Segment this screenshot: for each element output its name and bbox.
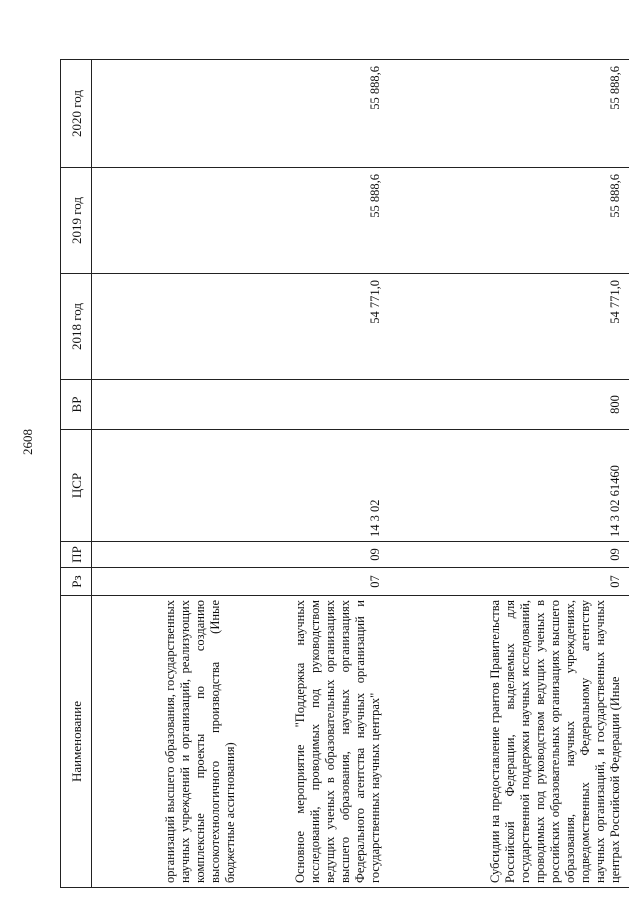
row-pr: [92, 542, 244, 568]
row-2018: 54 771,0: [389, 274, 629, 380]
row-vr: 800: [389, 380, 629, 430]
page-number-text: 2608: [20, 429, 35, 455]
row-name: Основное мероприятие "Поддержка научных исследований, проводимых под руководством ведущих ученых в образовательных организациях высшего образования, научных организациях Федерального агентства научных организаций и государственных научных центрах": [244, 596, 389, 888]
row-csr: 14 3 02 61460: [389, 430, 629, 542]
header-rz: Рз: [61, 568, 92, 596]
header-name: Наименование: [61, 596, 92, 888]
budget-table-container: [60, 60, 628, 888]
row-2018: [92, 274, 244, 380]
table-row: [92, 60, 244, 888]
row-2018: 54 771,0: [244, 274, 389, 380]
row-rz: 07: [389, 568, 629, 596]
table-row: [389, 60, 629, 888]
header-2020: 2020 год: [61, 60, 92, 168]
header-vr: ВР: [61, 380, 92, 430]
table-header-row: [61, 60, 92, 888]
row-rz: [92, 568, 244, 596]
row-vr: [92, 380, 244, 430]
row-vr: [244, 380, 389, 430]
row-2020: [92, 60, 244, 168]
header-2019: 2019 год: [61, 168, 92, 274]
row-pr: 09: [389, 542, 629, 568]
row-2020: 55 888,6: [389, 60, 629, 168]
row-csr: [92, 430, 244, 542]
header-csr: ЦСР: [61, 430, 92, 542]
budget-table: [60, 59, 629, 888]
row-2019: [92, 168, 244, 274]
row-rz: 07: [244, 568, 389, 596]
row-2019: 55 888,6: [244, 168, 389, 274]
row-2019: 55 888,6: [389, 168, 629, 274]
header-2018: 2018 год: [61, 274, 92, 380]
page-number: [18, 412, 38, 472]
row-pr: 09: [244, 542, 389, 568]
table-row: [244, 60, 389, 888]
header-pr: ПР: [61, 542, 92, 568]
row-name: Субсидии на предоставление грантов Правительства Российской Федерации, выделяемых для государственной поддержки научных исследований, проводимых под руководством ведущих ученых в российских образовательных организациях высшего образования, научных учреждениях, подведомственных Федеральному агентству научных организаций, и государственных научных центрах Российской Федерации (Иные: [389, 596, 629, 888]
row-2020: 55 888,6: [244, 60, 389, 168]
row-name: организаций высшего образования, государственных научных учреждений и организаций, реализующих комплексные проекты по созданию высокотехнологичного производства (Иные бюджетные ассигнования): [92, 596, 244, 888]
row-csr: 14 3 02: [244, 430, 389, 542]
